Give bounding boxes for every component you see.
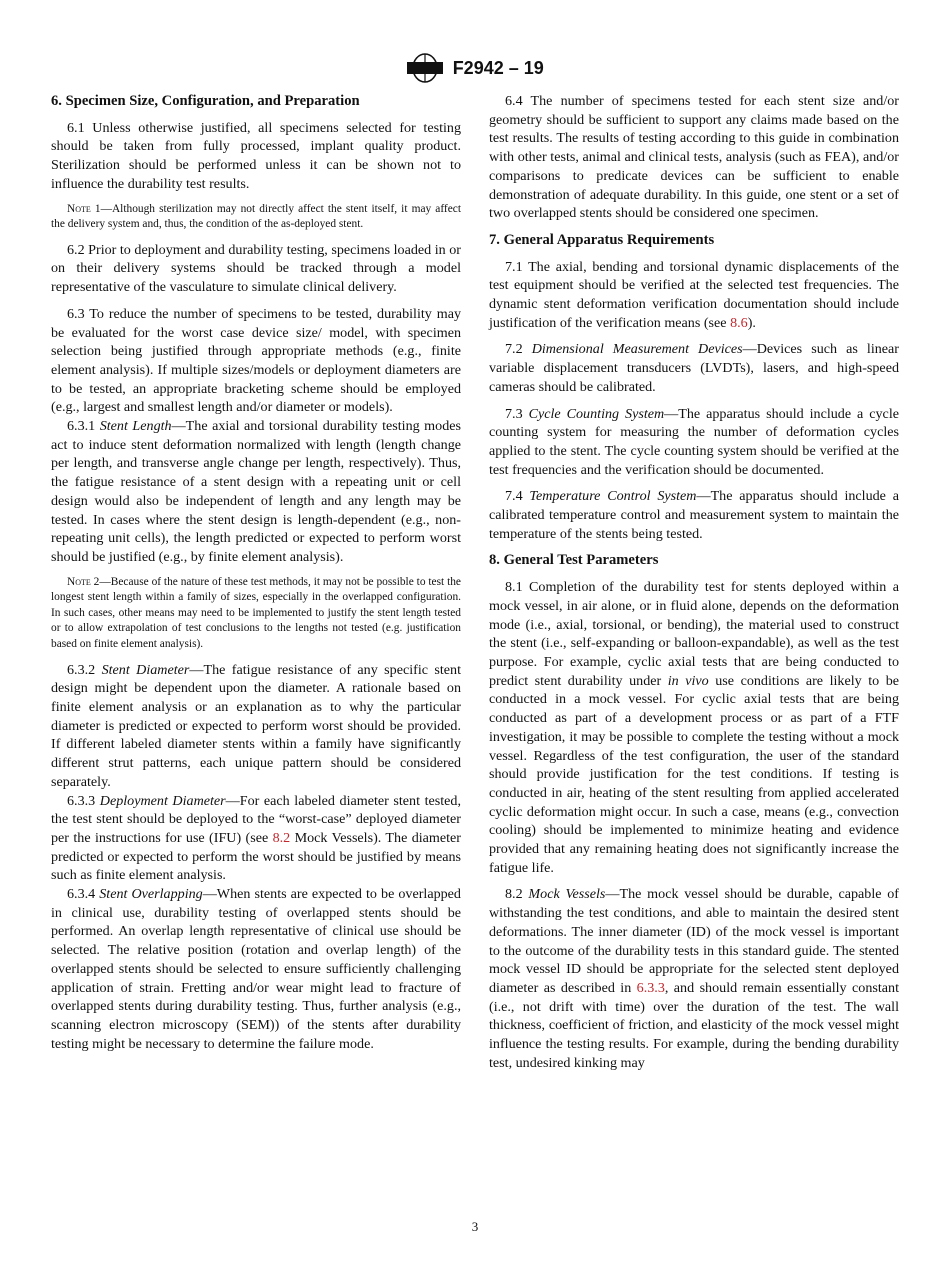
paragraph-8-2: 8.2 Mock Vessels—The mock vessel should be durable, capable of withstanding the test conditions, and able to maintain the desired stent deformations. The inner diameter (ID) of the mock vessel is important to the outcome of the durability tests in this standard guide. The stented mock vessel ID should be appropriate for the selected stent deployed diameter as described in 6.3.3, and should remain essentially constant (i.e., not drift with time) over the duration of the test. The wall thickness, coefficient of friction, and elasticity of the mock vessel might influence the testing results. For example, during the bending durability test, undesired kinking may	[489, 886, 900, 1071]
paragraph-7-4: 7.4 Temperature Control System—The apparatus should include a calibrated temperature control and measurement system to maintain the temperature of the stents being tested.	[489, 488, 899, 542]
link-8-2[interactable]: 8.2	[272, 829, 291, 846]
paragraph-7-3: 7.3 Cycle Counting System—The apparatus should include a cycle counting system for measuring the number of deformation cycles applied to the stent. The cycle counting system should be verified at the test frequencies and the verification should be documented.	[489, 405, 899, 478]
note-2	[51, 575, 461, 653]
right-column	[489, 92, 899, 1080]
paragraph-6-3-3: 6.3.3 Deployment Diameter—For each labeled diameter stent tested, the test stent should be deployed to the “worst-case” deployed diameter per the instructions for use (IFU) (see 8.2 Mock Vessels). The diameter predicted or expected to perform the worst should be justified by means such as finite element analysis.	[51, 792, 462, 884]
paragraph-6-4: 6.4 The number of specimens tested for each stent size and/or geometry should be sufficient to support any claims made based on the test results. The results of testing according to this guide in combination with other tests, animal and clinical tests, analysis (such as FEA), and/or comparisons to predicate devices can be sufficient to enable demonstration of adequate durability. In this guide, one stent or a set of two overlapped stents should be considered one specimen.	[489, 93, 899, 222]
paragraph-7-1: 7.1 The axial, bending and torsional dynamic displacements of the test equipment should be verified at the selected test frequencies. The dynamic stent deformation verification documentation should include justification of the verification means (see 8.6).	[489, 258, 899, 331]
note-1	[51, 202, 461, 233]
paragraph-6-3: 6.3 To reduce the number of specimens to be tested, durability may be evaluated for the worst case device size/ model, with specimen selection being justified through appropriate methods (e.g., finite element analysis). If multiple sizes/models or deployment diameters are to be tested, an appropriate bracketing scheme should be employed (e.g., largest and smallest length and/or diameter or models).	[51, 305, 461, 416]
note-2-text: —Because of the nature of these test methods, it may not be possible to test the longest stent length within a family of sizes, especially in the overlapped configuration. In such cases, other means may need to be implemented to justify the stent length tested or to allow extrapolation of test conclusions to the lengths not tested (e.g. justification based on finite element analysis).	[51, 575, 461, 651]
note-2-label: Note 2	[67, 575, 100, 588]
note-1-text: —Although sterilization may not directly affect the stent itself, it may affect the delivery system and, thus, the condition of the as-deployed stent.	[51, 202, 461, 231]
section-7-title: 7. General Apparatus Requirements	[489, 231, 715, 248]
paragraph-6-3-2: 6.3.2 Stent Diameter—The fatigue resistance of any specific stent design might be dependent upon the diameter. A rationale based on finite element analysis or an explanation as to why the particular diameter is predicted or expected to perform worst should be provided. If different labeled diameter stents within a family have significantly different strut patterns, each unique pattern should be considered separately.	[51, 661, 462, 790]
link-8-6[interactable]: 8.6	[730, 314, 748, 331]
paragraph-6-1: 6.1 Unless otherwise justified, all specimens selected for testing should be taken from fully processed, implant quality product. Sterilization should be performed unless it can be shown not to influence the durability test results.	[51, 119, 461, 192]
section-6-title: 6. Specimen Size, Configuration, and Preparation	[51, 93, 360, 109]
left-column	[51, 92, 461, 1053]
page-header	[0, 52, 950, 84]
link-6-3-3[interactable]: 6.3.3	[636, 979, 665, 996]
page-number: 3	[471, 1219, 479, 1234]
paragraph-6-3-4: 6.3.4 Stent Overlapping—When stents are expected to be overlapped in clinical use, durability testing of overlapped stents should be performed. An overlap length representative of clinical use should be selected. The relative position (rotation and overlap length) of the overlapped stents should be selected to ensure sufficiently challenging application of strain. Fretting and/or wear might lead to fracture of overlapped stents during durability testing. Thus, further analysis (e.g., scanning electron microscopy (SEM)) of the stents after durability testing might be necessary to determine the failure mode.	[51, 886, 461, 1052]
paragraph-7-2: 7.2 Dimensional Measurement Devices—Devices such as linear variable displacement transducers (LVDTs), lasers, and high-speed cameras should be calibrated.	[489, 341, 899, 395]
section-8-title: 8. General Test Parameters	[489, 552, 659, 569]
astm-logo-icon	[406, 52, 444, 84]
paragraph-8-1: 8.1 Completion of the durability test for stents deployed within a mock vessel, in air alone, or in fluid alone, depends on the deformation mode (i.e., axial, torsional, or bending), the material used to construct the stent (i.e., self-expanding or balloon-expandable), as well as the test purpose. For example, cyclic axial tests that are being conducted to predict stent durability under in vivo use conditions are likely to be conducted in a mock vessel. For cyclic axial tests that are being conducted as part of a development process or as part of a FTF investigation, it may be possible to complete the testing without a mock vessel. Regardless of the test configuration, the user of the standard should provide justification for the test conditions. If testing is conducted in air, heating of the stent resulting from applied accelerated cyclic deformation might occur. In such a case, means (e.g., convection cooling) should be implemented to minimize heating and evidence provided that any remaining heating does not significantly increase the fatigue life.	[489, 579, 899, 876]
paragraph-6-3-1: 6.3.1 Stent Length—The axial and torsional durability testing modes act to induce stent deformation normalized with length (length change per length, and transverse angle change per length, respectively). Thus, the fatigue resistance of a stent design with a repeating unit or cell design would also be independent of length and any length may be tested. In cases where the stent design is length-dependent (e.g., non-repeating unit cells), the length predicted or expected to perform worst should be justified (e.g., by finite element analysis).	[51, 418, 461, 565]
paragraph-6-2: 6.2 Prior to deployment and durability testing, specimens loaded in or on their delivery systems should be tracked through a model representative of the vasculature to simulate clinical delivery.	[51, 241, 461, 296]
standard-code: F2942 – 19	[452, 57, 544, 78]
note-1-label: Note 1	[67, 202, 101, 215]
